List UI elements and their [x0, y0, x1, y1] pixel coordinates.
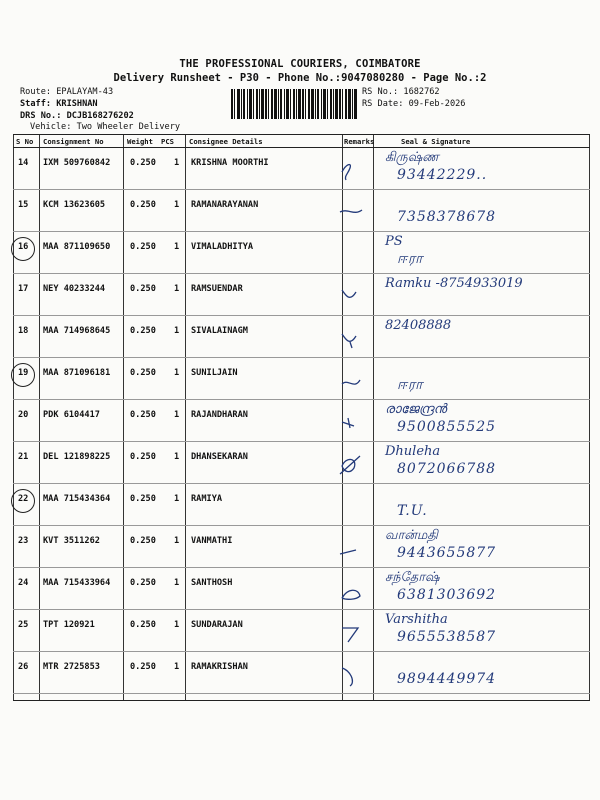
table-row: [13, 316, 590, 358]
row-sno: 21: [18, 452, 29, 462]
row-consignment: MAA 715434364: [43, 494, 111, 504]
handwritten-phone: ஈரா: [397, 251, 424, 267]
table-row: [13, 400, 590, 442]
row-consignment: MAA 715433964: [43, 578, 111, 588]
row-consignee: RAMANARAYANAN: [191, 200, 259, 210]
signature-cell: [373, 442, 590, 483]
row-pcs: 1: [174, 200, 180, 210]
handwritten-phone: 9443655877: [397, 545, 497, 561]
rs-date: RS Date: 09-Feb-2026: [362, 99, 466, 109]
row-consignment: MAA 871096181: [43, 368, 111, 378]
handwritten-signature: PS: [385, 234, 403, 249]
handwritten-signature: கிருஷ்ண: [385, 150, 439, 165]
remark-tick-mark: [336, 574, 366, 604]
remark-tick-mark: [336, 532, 366, 562]
handwritten-phone: 9894449974: [397, 671, 497, 687]
row-consignee: VANMATHI: [191, 536, 233, 546]
handwritten-signature: Ramku -8754933019: [385, 276, 523, 291]
row-consignee: RAMSUENDAR: [191, 284, 243, 294]
signature-cell: [373, 316, 590, 357]
row-weight: 0.250: [130, 200, 156, 210]
signature-cell: [373, 568, 590, 609]
handwritten-phone: 6381303692: [397, 587, 497, 603]
runsheet-title: THE PROFESSIONAL COURIERS, COIMBATORE: [179, 58, 421, 70]
row-consignee: VIMALADHITYA: [191, 242, 254, 252]
row-weight: 0.250: [130, 536, 156, 546]
col-consignee: Consignee Details: [189, 137, 263, 146]
row-weight: 0.250: [130, 452, 156, 462]
col-seal: Seal & Signature: [401, 137, 471, 146]
row-pcs: 1: [174, 410, 180, 420]
row-consignee: RAJANDHARAN: [191, 410, 248, 420]
row-sno: 22: [18, 494, 29, 504]
table-header: [13, 135, 590, 148]
signature-cell: [373, 148, 590, 189]
row-consignment: IXM 509760842: [43, 158, 111, 168]
signature-cell: [373, 526, 590, 567]
table-row: [13, 190, 590, 232]
remark-tick-mark: [336, 616, 366, 646]
handwritten-phone: 9500855525: [397, 419, 497, 435]
row-sno: 14: [18, 158, 29, 168]
row-sno: 15: [18, 200, 29, 210]
row-sno: 16: [18, 242, 29, 252]
table-row: [13, 484, 590, 526]
table-row: [13, 274, 590, 316]
row-pcs: 1: [174, 578, 180, 588]
row-sno: 25: [18, 620, 29, 630]
row-pcs: 1: [174, 494, 180, 504]
row-sno: 17: [18, 284, 29, 294]
signature-cell: [373, 190, 590, 231]
signature-cell: [373, 652, 590, 693]
table-row: [13, 568, 590, 610]
row-consignee: SANTHOSH: [191, 578, 233, 588]
sno-circle-mark: [11, 237, 35, 261]
row-weight: 0.250: [130, 284, 156, 294]
handwritten-phone: 9655538587: [397, 629, 497, 645]
delivery-table: [13, 134, 590, 701]
row-pcs: 1: [174, 536, 180, 546]
signature-cell: [373, 232, 590, 273]
row-consignment: PDK 6104417: [43, 410, 100, 420]
row-pcs: 1: [174, 326, 180, 336]
row-consignment: MAA 714968645: [43, 326, 111, 336]
signature-cell: [373, 358, 590, 399]
rs-number: RS No.: 1682762: [362, 87, 440, 97]
row-consignee: SUNDARAJAN: [191, 620, 243, 630]
col-weight: Weight: [127, 137, 153, 146]
table-row: [13, 442, 590, 484]
row-consignee: SUNILJAIN: [191, 368, 238, 378]
handwritten-signature: Varshitha: [385, 612, 448, 627]
row-consignee: SIVALAINAGM: [191, 326, 248, 336]
handwritten-signature: Dhuleha: [385, 444, 441, 459]
row-consignment: TPT 120921: [43, 620, 95, 630]
handwritten-phone: 7358378678: [397, 209, 497, 225]
col-consignment: Consignment No: [43, 137, 104, 146]
row-sno: 23: [18, 536, 29, 546]
row-pcs: 1: [174, 368, 180, 378]
vehicle-label: Vehicle: Two Wheeler Delivery: [30, 122, 181, 132]
signature-cell: [373, 484, 590, 525]
route-label: Route: EPALAYAM-43: [20, 87, 114, 97]
handwritten-signature: 82408888: [385, 318, 452, 333]
row-sno: 20: [18, 410, 29, 420]
remark-tick-mark: [336, 364, 366, 394]
handwritten-phone: ஈரா: [397, 377, 424, 393]
row-pcs: 1: [174, 284, 180, 294]
table-row: [13, 610, 590, 652]
sno-circle-mark: [11, 363, 35, 387]
col-sno: S No: [16, 137, 34, 146]
handwritten-phone: 93442229..: [397, 167, 488, 183]
remark-tick-mark: [336, 280, 366, 310]
remark-tick-mark: [336, 448, 366, 478]
row-consignment: DEL 121898225: [43, 452, 111, 462]
sno-circle-mark: [11, 489, 35, 513]
row-pcs: 1: [174, 242, 180, 252]
handwritten-phone: T.U.: [397, 503, 428, 519]
table-row: [13, 232, 590, 274]
remark-tick-mark: [336, 658, 366, 688]
row-weight: 0.250: [130, 242, 156, 252]
col-pcs: PCS: [161, 137, 174, 146]
row-pcs: 1: [174, 158, 180, 168]
row-pcs: 1: [174, 620, 180, 630]
col-remarks: Remarks: [344, 137, 375, 146]
barcode-image: [231, 89, 357, 119]
row-consignment: KVT 3511262: [43, 536, 100, 546]
remark-tick-mark: [336, 322, 366, 352]
drs-label: DRS No.: DCJB168276202: [20, 111, 134, 121]
row-pcs: 1: [174, 662, 180, 672]
runsheet-subtitle: Delivery Runsheet - P30 - Phone No.:9047080280 - Page No.:2: [113, 72, 487, 84]
row-weight: 0.250: [130, 158, 156, 168]
row-weight: 0.250: [130, 410, 156, 420]
row-weight: 0.250: [130, 368, 156, 378]
handwritten-signature: வான்மதி: [385, 528, 438, 543]
row-sno: 18: [18, 326, 29, 336]
row-pcs: 1: [174, 452, 180, 462]
signature-cell: [373, 610, 590, 651]
handwritten-signature: രാജേന്ദ്രൻ: [385, 402, 447, 417]
row-consignment: MTR 2725853: [43, 662, 100, 672]
signature-cell: [373, 274, 590, 315]
row-sno: 19: [18, 368, 29, 378]
table-row: [13, 148, 590, 190]
row-sno: 26: [18, 662, 29, 672]
remark-tick-mark: [336, 154, 366, 184]
signature-cell: [373, 400, 590, 441]
row-weight: 0.250: [130, 326, 156, 336]
row-consignment: NEY 40233244: [43, 284, 106, 294]
remark-tick-mark: [336, 196, 366, 226]
row-consignee: RAMIYA: [191, 494, 223, 504]
row-consignee: DHANSEKARAN: [191, 452, 248, 462]
row-consignee: RAMAKRISHAN: [191, 662, 248, 672]
row-consignee: KRISHNA MOORTHI: [191, 158, 269, 168]
table-row: [13, 358, 590, 400]
handwritten-phone: 8072066788: [397, 461, 497, 477]
staff-label: Staff: KRISHNAN: [20, 99, 98, 109]
row-weight: 0.250: [130, 578, 156, 588]
row-sno: 24: [18, 578, 29, 588]
table-row: [13, 526, 590, 568]
row-weight: 0.250: [130, 620, 156, 630]
handwritten-signature: சந்தோஷ்: [385, 570, 440, 585]
row-weight: 0.250: [130, 662, 156, 672]
remark-tick-mark: [336, 406, 366, 436]
row-weight: 0.250: [130, 494, 156, 504]
row-consignment: MAA 871109650: [43, 242, 111, 252]
table-row: [13, 652, 590, 694]
row-consignment: KCM 13623605: [43, 200, 106, 210]
